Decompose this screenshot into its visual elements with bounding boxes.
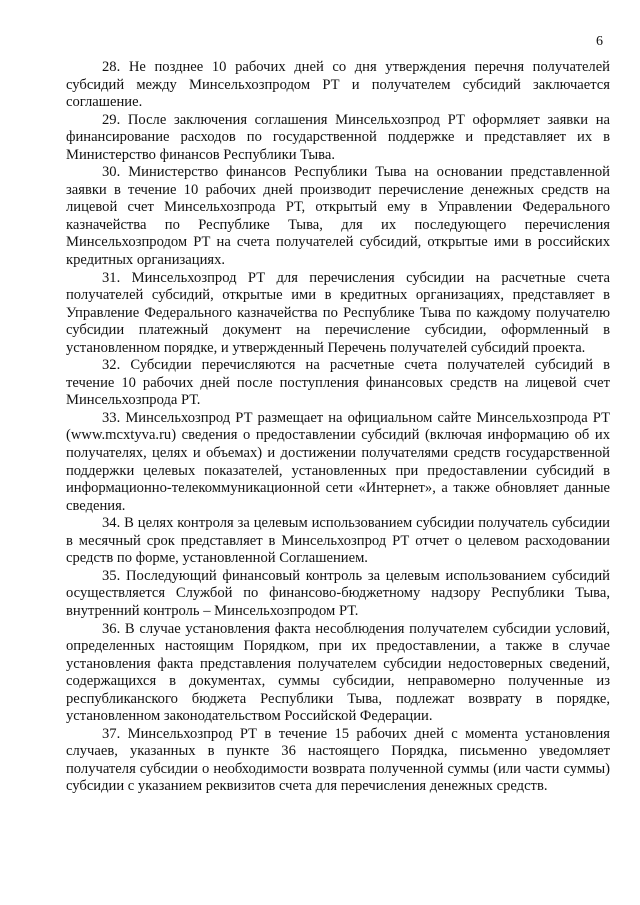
paragraph-29: 29. После заключения соглашения Минсельхозпрод РТ оформляет заявки на финансирование расходов по государственной поддержке и представляет их в Министерство финансов Республики Тыва. — [66, 111, 610, 163]
paragraph-36: 36. В случае установления факта несоблюдения получателем субсидии условий, определенных настоящим Порядком, при их предоставлении, а также в случае установления факта представления получателем субсидии недостоверных сведений, содержащихся в документах, суммы субсидии, неправомерно полученные из республиканского бюджета Республики Тыва, подлежат возврату в порядке, установленном законодательством Российской Федерации. — [66, 620, 610, 725]
paragraph-30: 30. Министерство финансов Республики Тыва на основании представленной заявки в течение 10 рабочих дней производит перечисление денежных средств на лицевой счет Минсельхозпрода РТ, открытый ему в Управлении Федерального казначейства по Республике Тыва, для их последующего перечисления Минсельхозпродом РТ на счета получателей субсидий, открытые ими в российских кредитных организациях. — [66, 164, 610, 269]
document-body — [66, 59, 610, 796]
paragraph-28: 28. Не позднее 10 рабочих дней со дня утверждения перечня получателей субсидий между Минсельхозпродом РТ и получателем субсидий заключается соглашение. — [66, 59, 610, 111]
paragraph-37: 37. Минсельхозпрод РТ в течение 15 рабочих дней с момента установления случаев, указанных в пункте 36 настоящего Порядка, письменно уведомляет получателя субсидии о необходимости возврата полученной суммы (или части суммы) субсидии с указанием реквизитов счета для перечисления денежных средств. — [66, 725, 610, 795]
paragraph-32: 32. Субсидии перечисляются на расчетные счета получателей субсидий в течение 10 рабочих дней после поступления финансовых средств на лицевой счет Минсельхозпрода РТ. — [66, 357, 610, 409]
paragraph-35: 35. Последующий финансовый контроль за целевым использованием субсидий осуществляется Службой по финансово-бюджетному надзору Республики Тыва, внутренний контроль – Минсельхозпродом РТ. — [66, 567, 610, 619]
paragraph-31: 31. Минсельхозпрод РТ для перечисления субсидии на расчетные счета получателей субсидий, открытые ими в кредитных организациях, представляет в Управление Федерального казначейства по Республике Тыва по каждому получателю субсидии платежный документ на перечисление субсидии, оформленный в установленном порядке, и утвержденный Перечень получателей субсидий проекта. — [66, 269, 610, 356]
paragraph-33: 33. Минсельхозпрод РТ размещает на официальном сайте Минсельхозпрода РТ (www.mcxtyva.ru) сведения о предоставлении субсидий (включая информацию об их получателях, целях и объемах) и достижении получателями средств государственной поддержки целевых показателей, установленных при предоставлении субсидий в информационно-телекоммуникационной сети «Интернет», а также обновляет данные сведения. — [66, 409, 610, 514]
page-number: 6 — [596, 34, 603, 49]
paragraph-34: 34. В целях контроля за целевым использованием субсидии получатель субсидии в месячный срок представляет в Минсельхозпрод РТ отчет о целевом расходовании средств по форме, установленной Соглашением. — [66, 515, 610, 567]
